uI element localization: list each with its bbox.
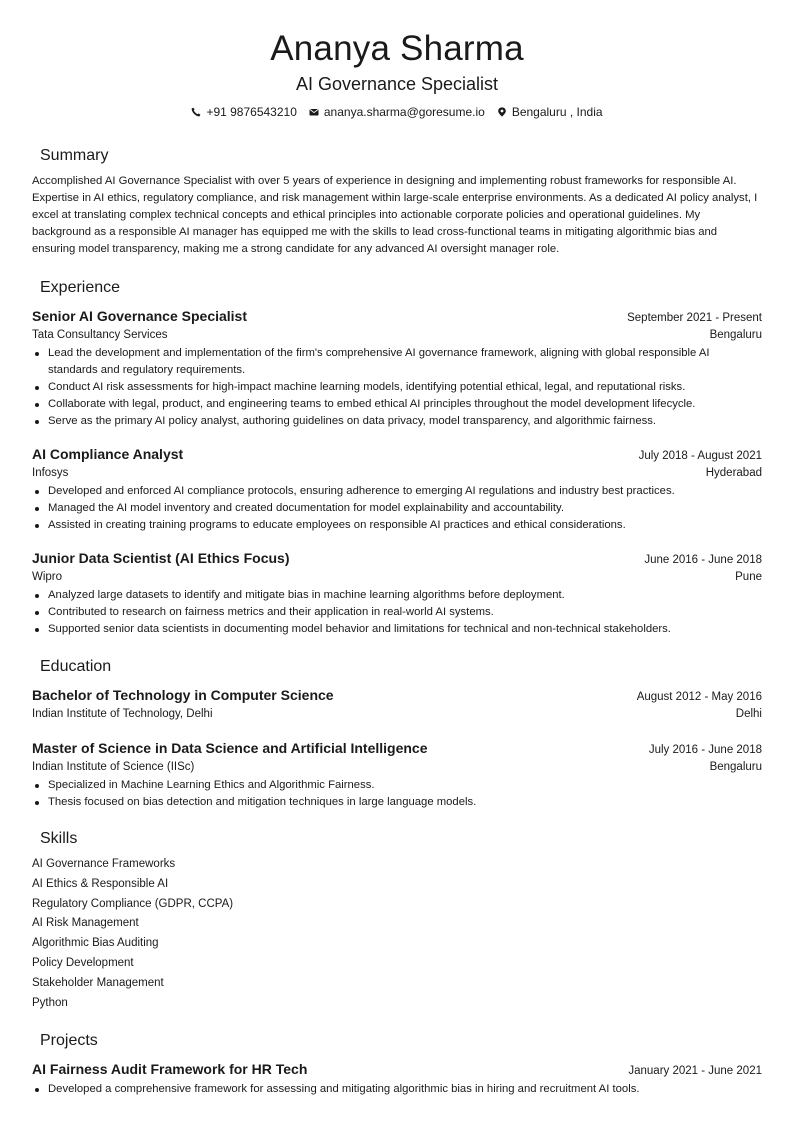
experience-entry xyxy=(32,307,762,430)
phone-icon xyxy=(191,107,201,117)
location-pin-icon xyxy=(497,107,507,117)
bullet-item: Specialized in Machine Learning Ethics and Algorithmic Fairness. xyxy=(48,777,762,794)
contact-phone[interactable] xyxy=(191,104,296,120)
degree-title: Master of Science in Data Science and Artificial Intelligence xyxy=(32,740,428,756)
contact-email[interactable] xyxy=(309,104,485,120)
job-dates: June 2016 - June 2018 xyxy=(644,554,762,566)
job-bullets xyxy=(32,345,762,430)
skill-item: Stakeholder Management xyxy=(32,976,164,989)
bullet-item: Contributed to research on fairness metrics and their application in real-world AI systems. xyxy=(48,604,762,621)
education-section xyxy=(32,657,762,811)
envelope-icon xyxy=(309,107,319,117)
experience-entry xyxy=(32,445,762,534)
skill-item: Python xyxy=(32,996,68,1009)
location-text: Bengaluru , India xyxy=(511,105,603,119)
phone-text: +91 9876543210 xyxy=(206,105,297,119)
skill-item: AI Governance Frameworks xyxy=(32,858,176,870)
bullet-item: Serve as the primary AI policy analyst, authoring guidelines on data privacy, model transparency, and algorithmic fairness. xyxy=(48,413,762,430)
candidate-name: Ananya Sharma xyxy=(270,29,524,68)
summary-heading: Summary xyxy=(40,147,109,164)
job-title: Junior Data Scientist (AI Ethics Focus) xyxy=(32,550,290,566)
contact-line xyxy=(32,104,762,120)
skill-item: Algorithmic Bias Auditing xyxy=(32,937,159,950)
job-title: Senior AI Governance Specialist xyxy=(32,308,248,324)
resume-header xyxy=(32,0,762,120)
experience-entry xyxy=(32,549,762,638)
school-location: Bengaluru xyxy=(709,761,762,773)
bullet-item: Supported senior data scientists in documenting model behavior and limitations for technical and non-technical stakeholders. xyxy=(48,621,762,638)
education-dates: July 2016 - June 2018 xyxy=(648,744,762,756)
skills-section xyxy=(32,829,762,1013)
email-text: ananya.sharma@goresume.io xyxy=(323,105,485,119)
projects-heading: Projects xyxy=(40,1032,98,1049)
experience-heading: Experience xyxy=(40,279,121,296)
school-name: Indian Institute of Technology, Delhi xyxy=(32,708,213,720)
project-title: AI Fairness Audit Framework for HR Tech xyxy=(32,1061,308,1077)
bullet-item: Developed and enforced AI compliance protocols, ensuring adherence to emerging AI regulations and industry best practices. xyxy=(48,483,762,500)
job-bullets xyxy=(32,587,762,638)
skill-item: AI Ethics & Responsible AI xyxy=(32,877,169,890)
education-dates: August 2012 - May 2016 xyxy=(636,691,762,703)
education-entry xyxy=(32,739,762,811)
project-bullets xyxy=(32,1081,762,1098)
school-name: Indian Institute of Science (IISc) xyxy=(32,761,195,773)
job-location: Hyderabad xyxy=(705,467,762,479)
summary-text: Accomplished AI Governance Specialist with over 5 years of experience in designing and implementing robust frameworks for responsible AI. Expertise in AI ethics, regulatory compliance, and risk management within large-scale enterprise environments. As a dedicated AI policy analyst, I excel at translating complex technical concepts and ethical principles into actionable corporate policies and operational guidelines. My background as a responsible AI manager has equipped me with the skills to lead cross-functional teams in mitigating algorithmic bias and ensuring model transparency, making me a strong candidate for any advanced AI oversight manager role. xyxy=(32,175,758,255)
education-entry xyxy=(32,686,762,723)
company-name: Wipro xyxy=(32,571,63,583)
job-title: AI Compliance Analyst xyxy=(32,446,184,462)
job-location: Bengaluru xyxy=(709,329,762,341)
skill-item: Policy Development xyxy=(32,956,134,969)
skill-item: AI Risk Management xyxy=(32,917,139,930)
contact-location xyxy=(497,104,603,120)
projects-section xyxy=(32,1031,762,1098)
job-bullets xyxy=(32,483,762,534)
bullet-item: Thesis focused on bias detection and mitigation techniques in large language models. xyxy=(48,794,762,811)
job-dates: September 2021 - Present xyxy=(627,312,762,324)
education-heading: Education xyxy=(40,658,112,675)
bullet-item: Conduct AI risk assessments for high-impact machine learning models, identifying potential ethical, legal, and reputational risks. xyxy=(48,379,762,396)
skills-heading: Skills xyxy=(40,830,78,847)
project-dates: January 2021 - June 2021 xyxy=(628,1065,762,1077)
skills-list xyxy=(32,855,762,1013)
job-dates: July 2018 - August 2021 xyxy=(638,450,762,462)
experience-section xyxy=(32,278,762,638)
skill-item: Regulatory Compliance (GDPR, CCPA) xyxy=(32,897,234,910)
job-location: Pune xyxy=(735,571,762,583)
bullet-item: Collaborate with legal, product, and engineering teams to embed ethical AI principles throughout the model development lifecycle. xyxy=(48,396,762,413)
school-location: Delhi xyxy=(735,708,762,720)
summary-section xyxy=(32,146,762,258)
education-bullets xyxy=(32,777,762,811)
bullet-item: Analyzed large datasets to identify and mitigate bias in machine learning algorithms before deployment. xyxy=(48,587,762,604)
bullet-item: Developed a comprehensive framework for assessing and mitigating algorithmic bias in hiring and recruitment AI tools. xyxy=(48,1081,762,1098)
bullet-item: Lead the development and implementation of the firm's comprehensive AI governance framework, aligning with global responsible AI standards and regulatory requirements. xyxy=(48,345,762,379)
degree-title: Bachelor of Technology in Computer Science xyxy=(32,687,334,703)
project-entry xyxy=(32,1060,762,1098)
bullet-item: Assisted in creating training programs to educate employees on responsible AI practices and ethical considerations. xyxy=(48,517,762,534)
candidate-role: AI Governance Specialist xyxy=(295,74,499,94)
company-name: Tata Consultancy Services xyxy=(32,329,168,341)
company-name: Infosys xyxy=(32,467,69,479)
bullet-item: Managed the AI model inventory and created documentation for model explainability and accountability. xyxy=(48,500,762,517)
